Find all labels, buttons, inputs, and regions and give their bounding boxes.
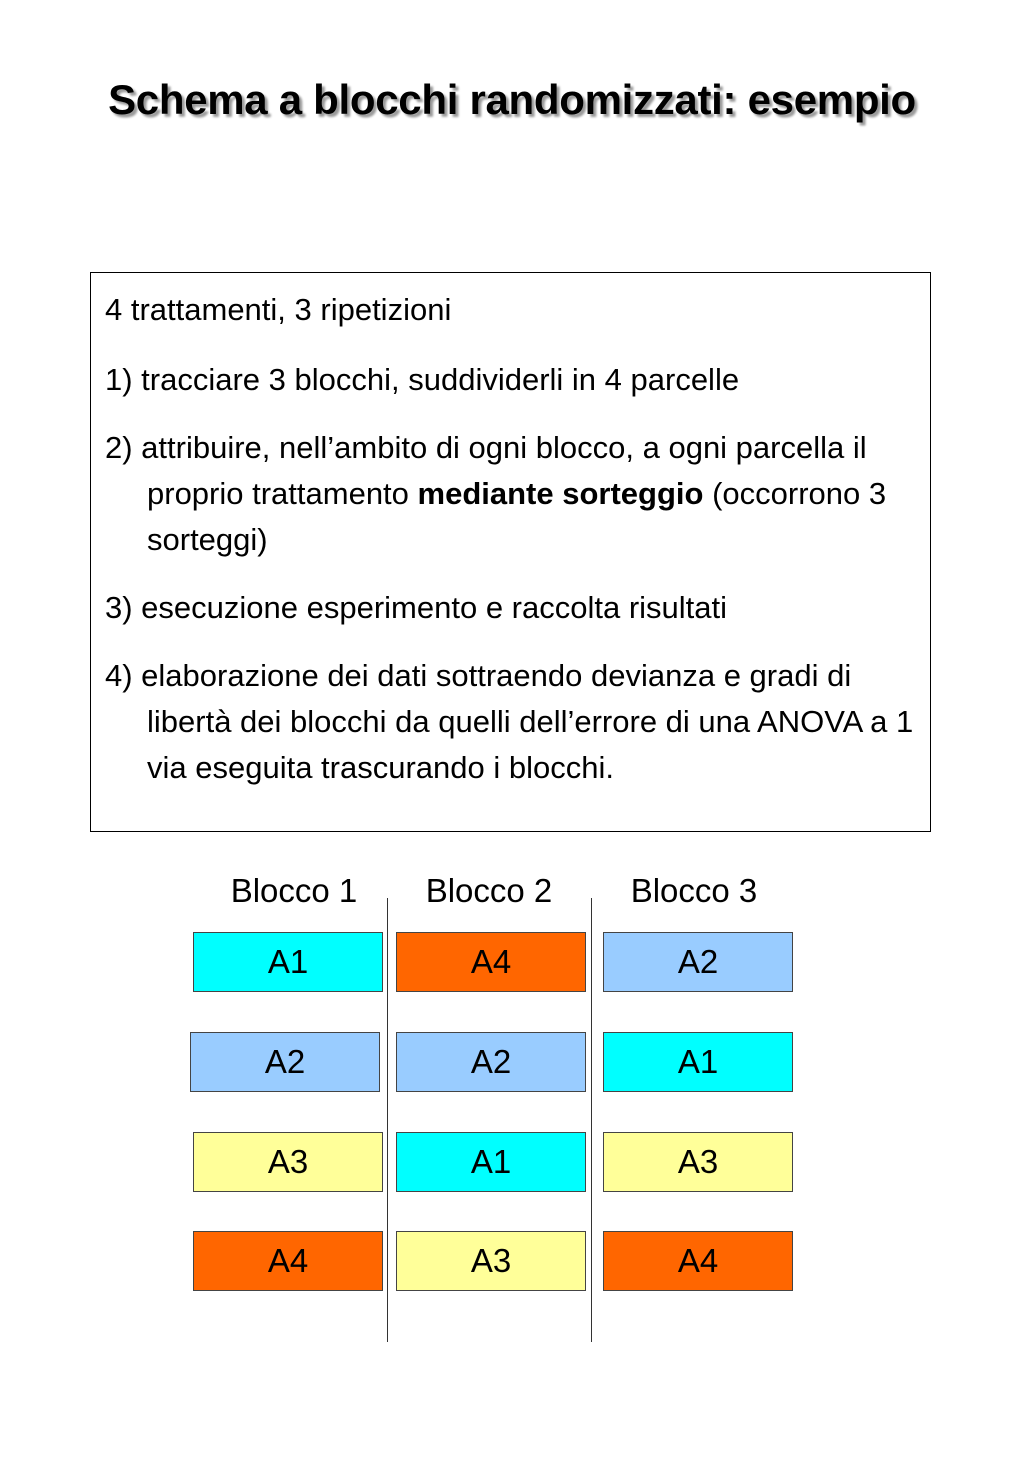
plot-b1-3: A3 (193, 1132, 383, 1192)
plot-b2-4: A3 (396, 1231, 586, 1291)
plot-b2-1: A4 (396, 932, 586, 992)
plot-b3-2: A1 (603, 1032, 793, 1092)
summary-line: 4 trattamenti, 3 ripetizioni (105, 292, 452, 327)
block-label-1: Blocco 1 (230, 872, 358, 909)
plot-b2-3: A1 (396, 1132, 586, 1192)
step-2-text: 2) attribuire, nell’ambito di ogni blocco, a ogni parcella il proprio trattamento (105, 430, 867, 511)
step-4: 4) elaborazione dei dati sottraendo devianza e gradi di libertà dei blocchi da quelli dell’errore di una ANOVA a 1 via eseguita trascurando i blocchi. (105, 658, 914, 785)
step-2 (105, 425, 920, 563)
step-2-tail: (occorrono 3 sorteggi) (147, 476, 887, 557)
block-label-3: Blocco 3 (630, 872, 758, 909)
block-label-2: Blocco 2 (425, 872, 553, 909)
plot-b3-4: A4 (603, 1231, 793, 1291)
page-title: Schema a blocchi randomizzati: esempio (108, 76, 916, 123)
step-3: 3) esecuzione esperimento e raccolta risultati (105, 590, 728, 625)
block-divider-2 (591, 898, 592, 1342)
plot-b3-1: A2 (603, 932, 793, 992)
description-box (90, 272, 931, 832)
plot-b1-2: A2 (190, 1032, 380, 1092)
plot-b3-3: A3 (603, 1132, 793, 1192)
plot-b1-4: A4 (193, 1231, 383, 1291)
plot-b1-1: A1 (193, 932, 383, 992)
step-2-bold: mediante sorteggio (417, 476, 704, 511)
plot-b2-2: A2 (396, 1032, 586, 1092)
step-1: 1) tracciare 3 blocchi, suddividerli in 4 parcelle (105, 362, 740, 397)
block-divider-1 (387, 898, 388, 1342)
